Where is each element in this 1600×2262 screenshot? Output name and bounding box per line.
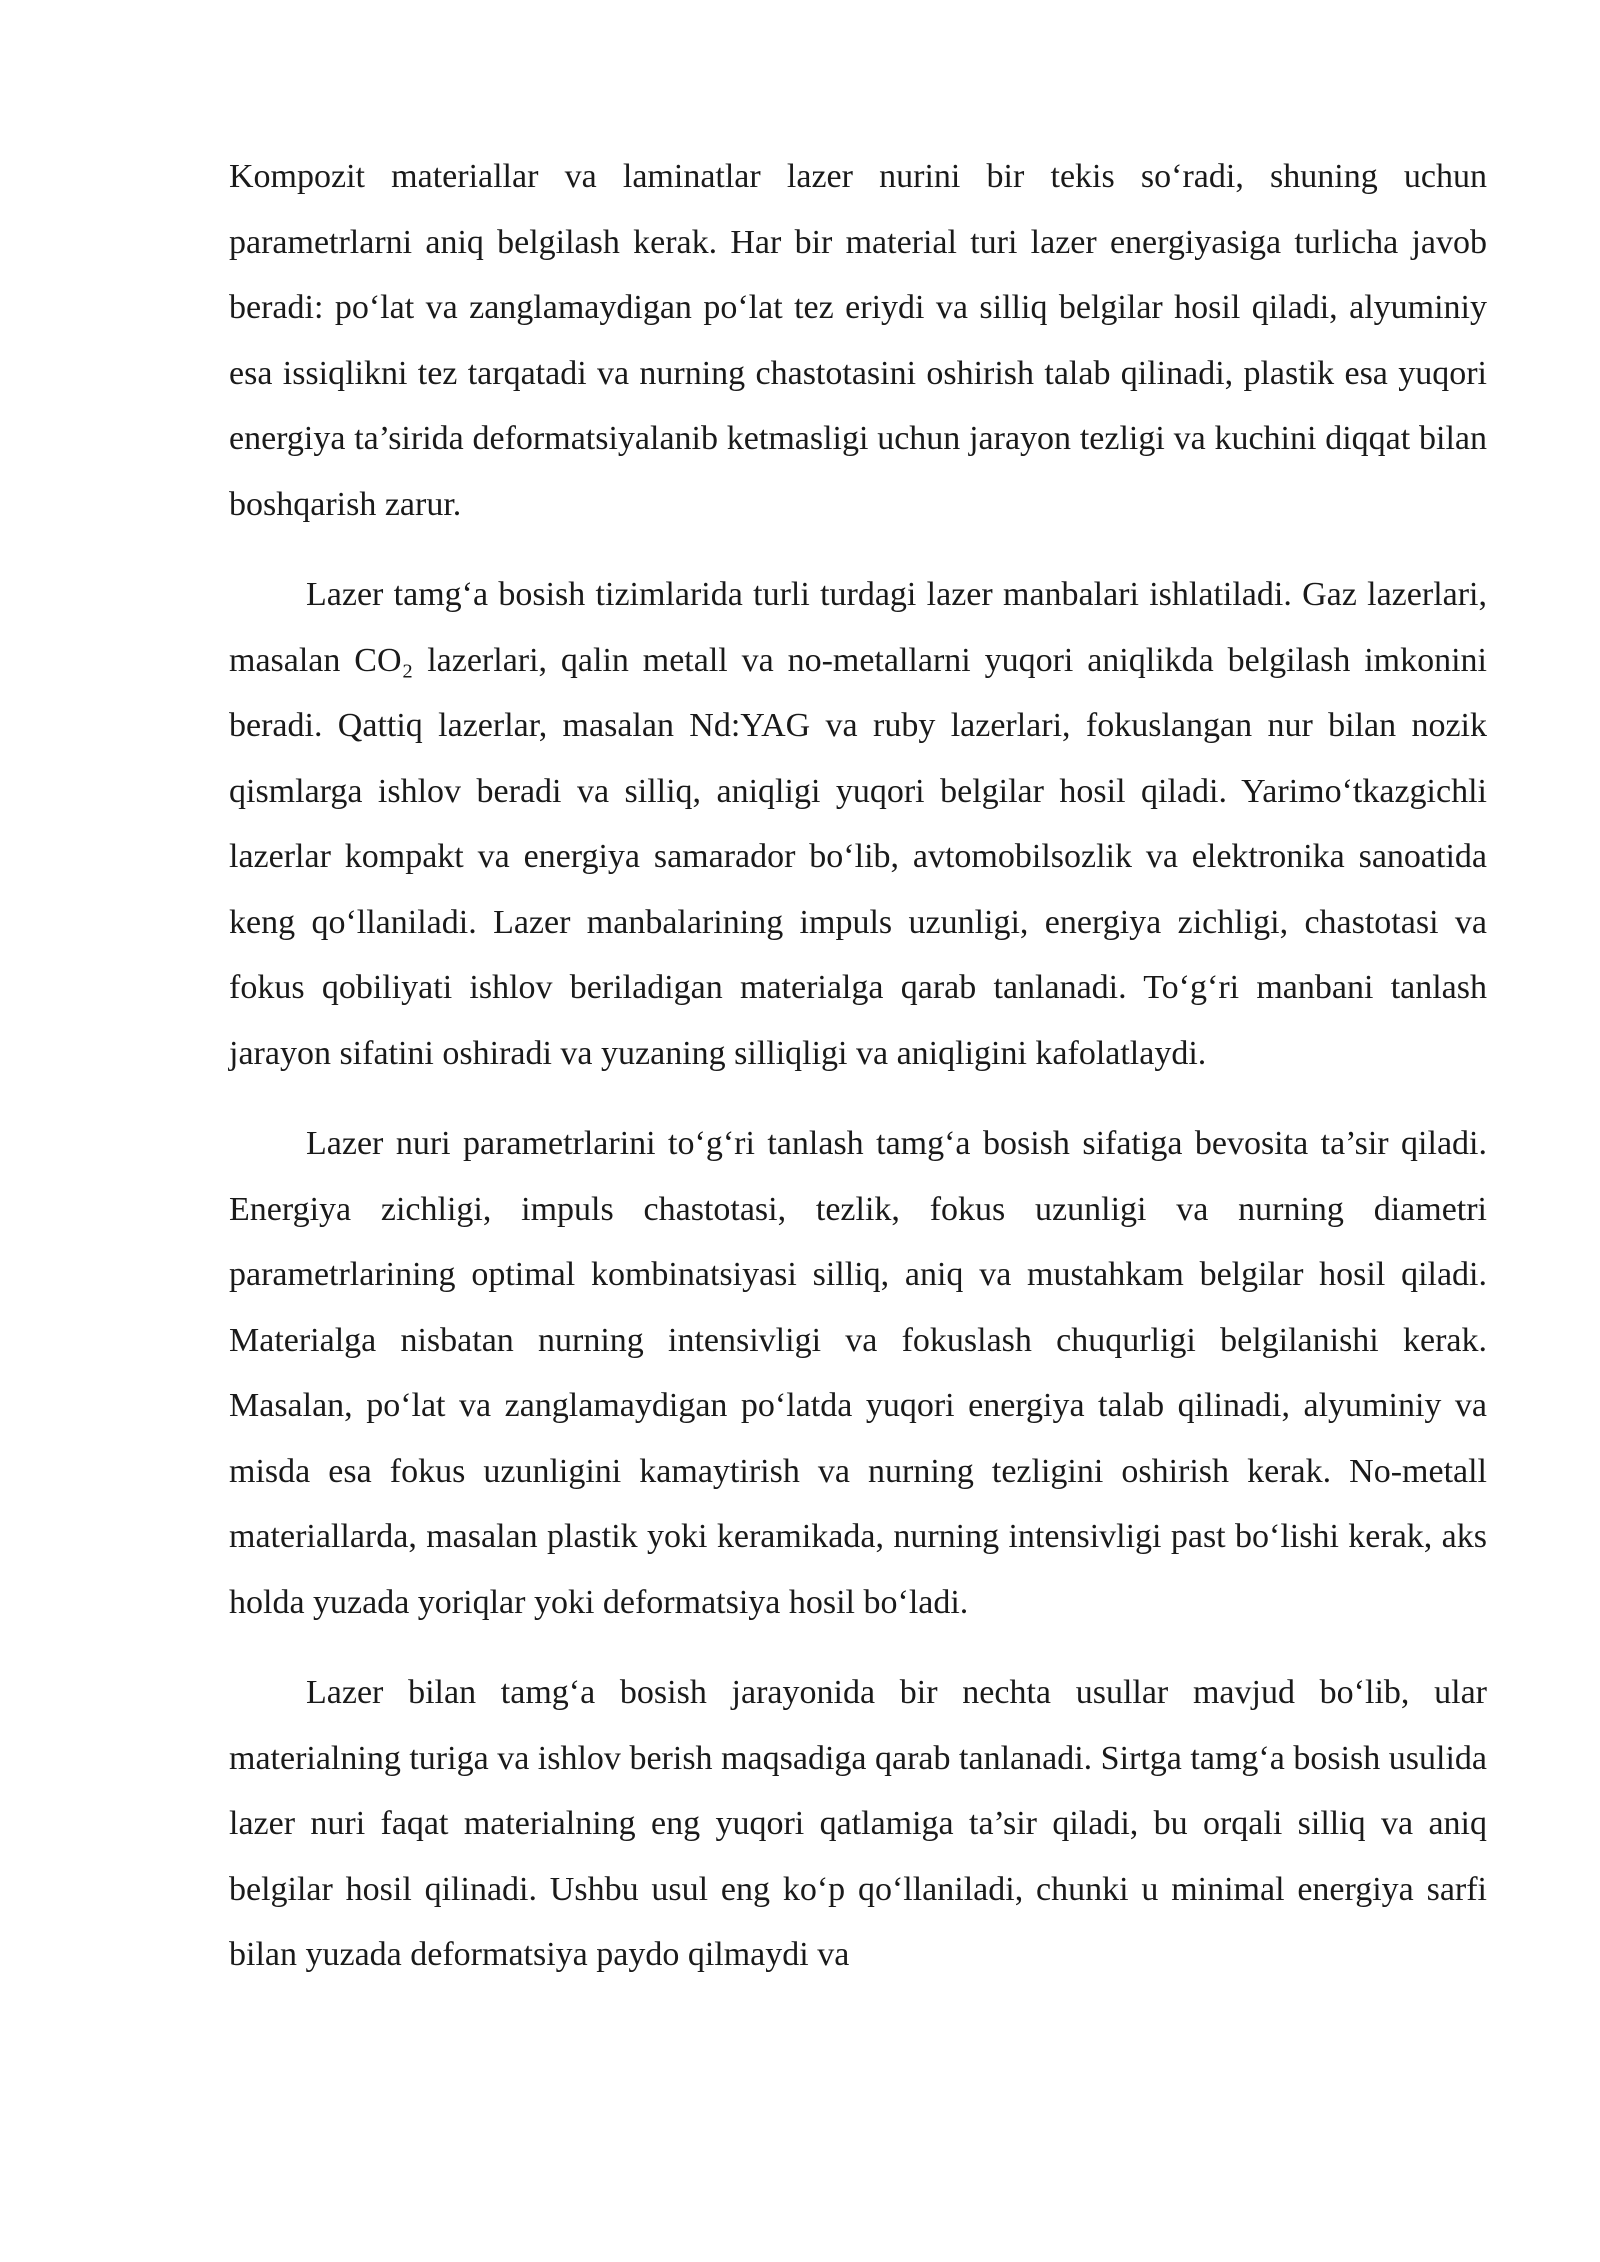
paragraph-laser-sources: Lazer tamg‘a bosish tizimlarida turli turdagi lazer manbalari ishlatiladi. Gaz lazerlari, masalan CO₂ lazerlari, qalin metall va no-metallarni yuqori aniqlikda belgilash imkonini beradi. Qattiq lazerlar, masalan Nd:YAG va ruby lazerlari, fokuslangan nur bilan nozik qismlarga ishlov beradi va silliq, aniqligi yuqori belgilar hosil qiladi. Yarimo‘tkazgichli lazerlar kompakt va energiya samarador bo‘lib, avtomobilsozlik va elektronika sanoatida keng qo‘llaniladi. Lazer manbalarining impuls uzunligi, energiya zichligi, chastotasi va fokus qobiliyati ishlov beriladigan materialga qarab tanlanadi. To‘g‘ri manbani tanlash jarayon sifatini oshiradi va yuzaning silliqligi va aniqligini kafolatlaydi. <box>229 576 1487 1072</box>
paragraph-composite-materials: Kompozit materiallar va laminatlar lazer nurini bir tekis so‘radi, shuning uchun parametrlarni aniq belgilash kerak. Har bir material turi lazer energiyasiga turlicha javob beradi: po‘lat va zanglamaydigan po‘lat tez eriydi va silliq belgilar hosil qiladi, alyuminiy esa issiqlikni tez tarqatadi va nurning chastotasini oshirish talab qilinadi, plastik esa yuqori energiya ta’sirida deformatsiyalanib ketmasligi uchun jarayon tezligi va kuchini diqqat bilan boshqarish zarur. <box>229 158 1487 523</box>
document-body <box>229 144 1487 2013</box>
paragraph-marking-methods: Lazer bilan tamg‘a bosish jarayonida bir nechta usullar mavjud bo‘lib, ular materialning turiga va ishlov berish maqsadiga qarab tanlanadi. Sirtga tamg‘a bosish usulida lazer nuri faqat materialning eng yuqori qatlamiga ta’sir qiladi, bu orqali silliq va aniq belgilar hosil qilinadi. Ushbu usul eng ko‘p qo‘llaniladi, chunki u minimal energiya sarfi bilan yuzada deformatsiya paydo qilmaydi va <box>229 1674 1487 1973</box>
paragraph-beam-parameters: Lazer nuri parametrlarini to‘g‘ri tanlash tamg‘a bosish sifatiga bevosita ta’sir qiladi. Energiya zichligi, impuls chastotasi, tezlik, fokus uzunligi va nurning diametri parametrlarining optimal kombinatsiyasi silliq, aniq va mustahkam belgilar hosil qiladi. Materialga nisbatan nurning intensivligi va fokuslash chuqurligi belgilanishi kerak. Masalan, po‘lat va zanglamaydigan po‘latda yuqori energiya talab qilinadi, alyuminiy va misda esa fokus uzunligini kamaytirish va nurning tezligini oshirish kerak. No-metall materiallarda, masalan plastik yoki keramikada, nurning intensivligi past bo‘lishi kerak, aks holda yuzada yoriqlar yoki deformatsiya hosil bo‘ladi. <box>229 1125 1487 1621</box>
